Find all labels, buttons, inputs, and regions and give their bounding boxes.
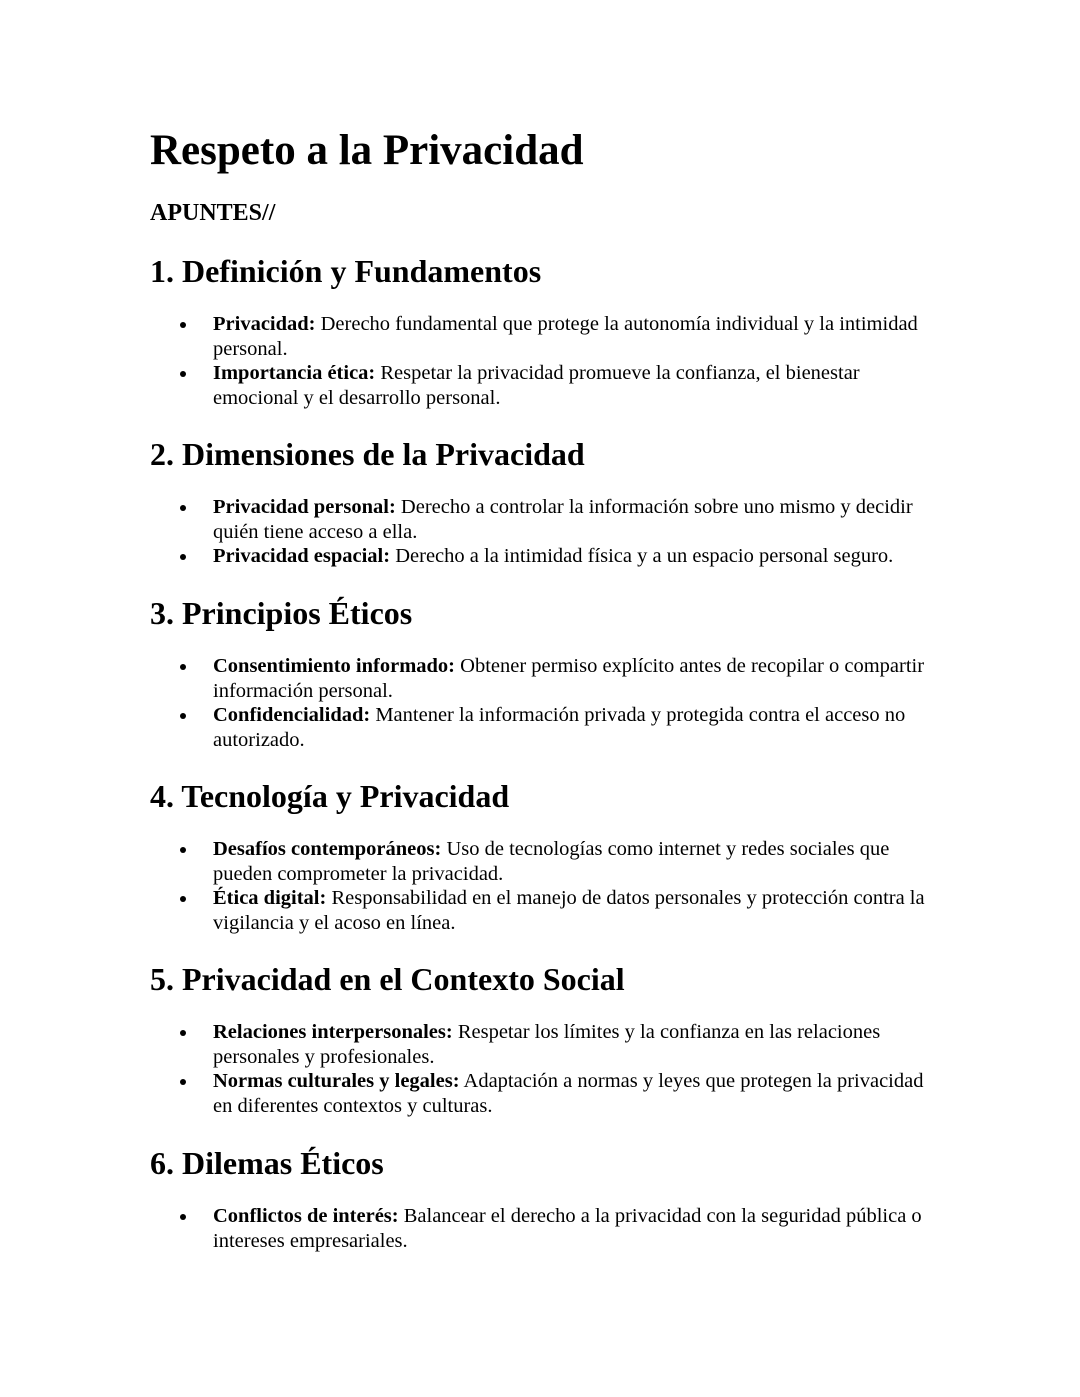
list-item [150, 312, 940, 361]
document-title: Respeto a la Privacidad [150, 127, 584, 174]
list-item [150, 1020, 940, 1069]
item-text: Respetar la privacidad promueve la confianza, el bienestar emocional y el desarrollo personal. [213, 362, 860, 409]
bullet-icon [180, 1214, 186, 1220]
section-heading: 2. Dimensiones de la Privacidad [150, 436, 585, 472]
item-term: Conflictos de interés: [213, 1205, 399, 1227]
item-text: Respetar los límites y la confianza en las relaciones personales y profesionales. [213, 1021, 881, 1068]
item-term: Normas culturales y legales: [213, 1070, 460, 1092]
section-heading: 5. Privacidad en el Contexto Social [150, 961, 625, 997]
bullet-list [150, 1020, 940, 1118]
section-heading: 1. Definición y Fundamentos [150, 253, 542, 289]
item-term: Privacidad espacial: [213, 545, 391, 567]
item-text: Responsabilidad en el manejo de datos personales y protección contra la vigilancia y el acoso en línea. [213, 887, 925, 934]
section-definicion [150, 253, 940, 409]
bullet-list [150, 495, 940, 569]
item-text: Derecho a controlar la información sobre uno mismo y decidir quién tiene acceso a ella. [213, 496, 913, 543]
bullet-list [150, 837, 940, 935]
item-text: Derecho a la intimidad física y a un espacio personal seguro. [395, 545, 894, 567]
item-text: Uso de tecnologías como internet y redes sociales que pueden comprometer la privacidad. [213, 838, 890, 885]
list-item [150, 361, 940, 410]
list-item [150, 1069, 940, 1118]
section-tecnologia [150, 778, 940, 934]
item-term: Importancia ética: [213, 362, 376, 384]
bullet-icon [180, 664, 186, 670]
bullet-icon [180, 896, 186, 902]
item-text: Adaptación a normas y leyes que protegen la privacidad en diferentes contextos y culturas. [213, 1070, 924, 1117]
item-term: Confidencialidad: [213, 704, 371, 726]
list-item [150, 544, 940, 569]
section-heading: 4. Tecnología y Privacidad [150, 778, 510, 814]
section-heading: 6. Dilemas Éticos [150, 1145, 384, 1181]
item-term: Consentimiento informado: [213, 655, 456, 677]
item-text: Derecho fundamental que protege la autonomía individual y la intimidad personal. [213, 313, 918, 360]
section-principios [150, 595, 940, 751]
list-item [150, 703, 940, 752]
document-subtitle: APUNTES// [150, 200, 276, 226]
item-term: Desafíos contemporáneos: [213, 838, 442, 860]
item-text: Obtener permiso explícito antes de recopilar o compartir información personal. [213, 655, 925, 702]
bullet-icon [180, 1079, 186, 1085]
item-term: Privacidad personal: [213, 496, 396, 518]
list-item [150, 886, 940, 935]
section-contexto-social [150, 961, 940, 1117]
item-term: Relaciones interpersonales: [213, 1021, 453, 1043]
list-item [150, 837, 940, 886]
bullet-icon [180, 1030, 186, 1036]
item-text: Balancear el derecho a la privacidad con la seguridad pública o intereses empresariales. [213, 1205, 922, 1252]
bullet-icon [180, 371, 186, 377]
list-item [150, 495, 940, 544]
bullet-icon [180, 847, 186, 853]
item-text: Mantener la información privada y protegida contra el acceso no autorizado. [213, 704, 906, 751]
bullet-list [150, 1204, 940, 1253]
bullet-icon [180, 713, 186, 719]
list-item [150, 654, 940, 703]
bullet-icon [180, 505, 186, 511]
item-term: Privacidad: [213, 313, 316, 335]
section-heading: 3. Principios Éticos [150, 595, 413, 631]
item-term: Ética digital: [213, 887, 327, 909]
bullet-list [150, 312, 940, 410]
bullet-list [150, 654, 940, 752]
section-dimensiones [150, 436, 940, 567]
bullet-icon [180, 322, 186, 328]
bullet-icon [180, 554, 186, 560]
section-dilemas [150, 1145, 940, 1252]
list-item [150, 1204, 940, 1253]
